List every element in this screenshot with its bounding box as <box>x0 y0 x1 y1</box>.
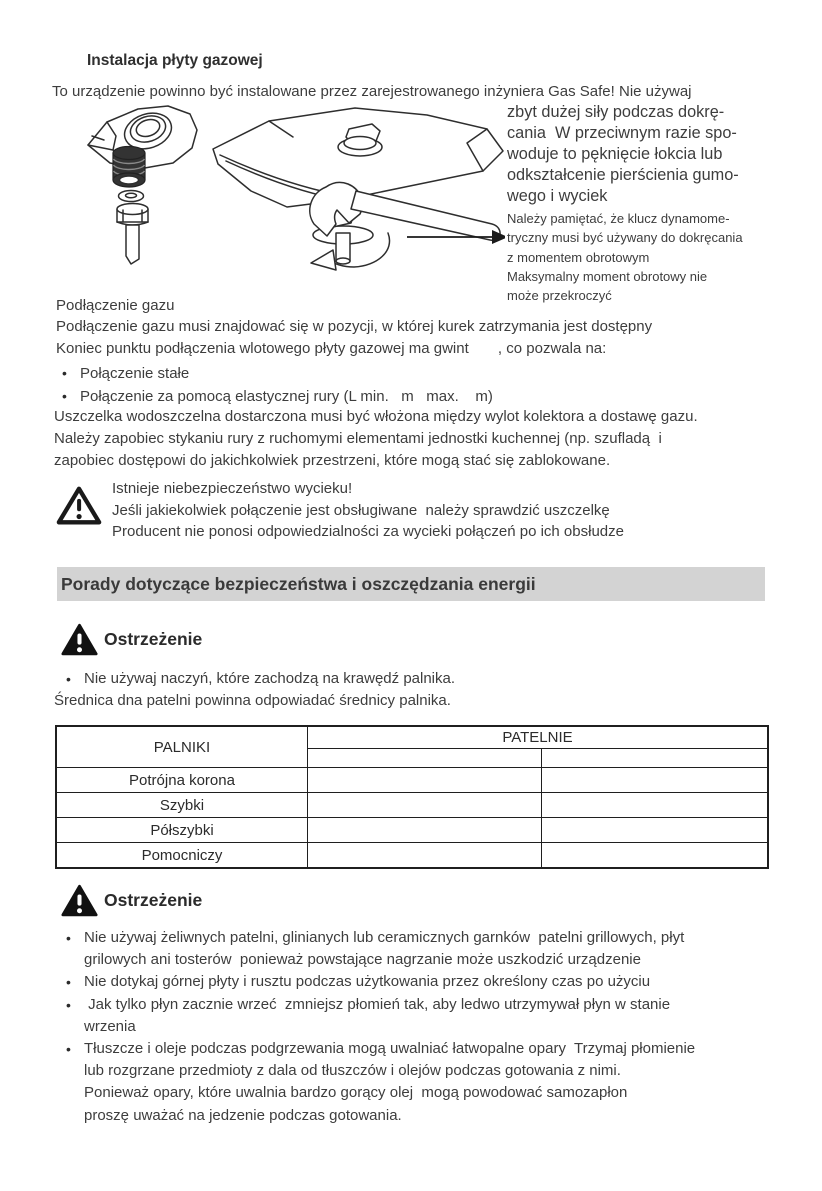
table-cell-empty <box>542 749 769 768</box>
gasket-paragraph: Uszczelka wodoszczelna dostarczona musi być włożona między wylot kolektora a dostawę gazu. Należy zapobiec stykaniu rury z ruchomymi elementami jednostki kuchennej (np. szufladą i zapobiec dostępowi do jakichkolwiek przestrzeni, które mogą stać się zablokowane. <box>54 408 698 469</box>
table-cell-empty <box>308 749 542 768</box>
torque-note-large: zbyt dużej siły podczas dokrę- cania W przeciwnym razie spo- woduje to pęknięcie łokcia lub odkształcenie pierścienia gumo- wego i wyciek <box>507 103 739 205</box>
table-row <box>56 768 768 793</box>
bullet-dot: • <box>62 388 67 404</box>
table-row <box>56 843 768 869</box>
elbow-exploded-drawing <box>88 106 197 264</box>
warning1-note: Średnica dna patelni powinna odpowiadać średnicy palnika. <box>54 692 451 709</box>
table-header-burners: PALNIKI <box>56 726 308 768</box>
warning1-bullet: • Nie używaj naczyń, które zachodzą na krawędź palnika. <box>66 668 455 690</box>
page-title: Instalacja płyty gazowej <box>87 52 263 69</box>
list-item: • Połączenie stałe <box>62 362 493 385</box>
table-cell-empty <box>542 843 769 869</box>
gas-bullet-list <box>62 362 493 408</box>
burners-pans-table <box>55 725 769 869</box>
list-item: • Nie dotykaj górnej płyty i rusztu podczas użytkowania przez określony czas po użyciu <box>66 971 695 993</box>
bullet-dot: • <box>66 996 71 1013</box>
table-cell-empty <box>542 818 769 843</box>
table-cell-empty <box>308 768 542 793</box>
gas-line2: Koniec punktu podłączenia wlotowego płyty gazowej ma gwint , co pozwala na: <box>56 340 607 357</box>
table-header-pans: PATELNIE <box>308 726 769 749</box>
bullet-dot: • <box>66 671 71 687</box>
burner-label: Szybki <box>56 793 308 818</box>
warning-triangle-filled-icon <box>61 623 98 657</box>
table-row <box>56 818 768 843</box>
bullet-dot: • <box>66 930 71 946</box>
bullet-dot: • <box>62 365 67 381</box>
warning2-title: Ostrzeżenie <box>104 890 203 910</box>
warning2-bullet-list <box>66 927 695 1127</box>
bullet-dot: • <box>66 1041 71 1058</box>
table-cell-empty <box>542 768 769 793</box>
burner-label: Półszybki <box>56 818 308 843</box>
warning-triangle-outline-icon <box>56 484 102 528</box>
table-row <box>56 793 768 818</box>
table-cell-empty <box>308 818 542 843</box>
warning1-title: Ostrzeżenie <box>104 629 203 649</box>
list-item: • Połączenie za pomocą elastycznej rury (L min. m max. m) <box>62 385 493 408</box>
section-header: Porady dotyczące bezpieczeństwa i oszczędzania energii <box>57 567 765 601</box>
burner-label: Potrójna korona <box>56 768 308 793</box>
intro-paragraph: To urządzenie powinno być instalowane przez zarejestrowanego inżyniera Gas Safe! Nie używaj <box>52 83 692 100</box>
table-cell-empty <box>308 843 542 869</box>
gas-line1: Podłączenie gazu musi znajdować się w pozycji, w której kurek zatrzymania jest dostępny <box>56 318 653 335</box>
burner-label: Pomocniczy <box>56 843 308 869</box>
gas-fitting-illustration <box>55 103 505 303</box>
list-item: • Nie używaj żeliwnych patelni, glinianych lub ceramicznych garnków patelni grillowych, płyt grilowych ani tosterów ponieważ powstające nagrzanie może uszkodzić urządzenie <box>66 929 685 969</box>
list-item: • Jak tylko płyn zacznie wrzeć zmniejsz płomień tak, aby ledwo utrzymywał płyn w stanie wrzenia <box>66 995 671 1035</box>
table-cell-empty <box>542 793 769 818</box>
table-cell-empty <box>308 793 542 818</box>
gas-heading: Podłączenie gazu <box>56 297 175 314</box>
torque-note-small: Należy pamiętać, że klucz dynamome- tryczny musi być używany do dokręcania z momentem obrotowym Maksymalny moment obrotowy nie może przekroczyć <box>507 211 743 304</box>
rotate-arrow-head <box>311 250 336 270</box>
warning-triangle-filled-icon <box>61 884 98 918</box>
bullet-dot: • <box>66 974 71 991</box>
list-item: • Tłuszcze i oleje podczas podgrzewania mogą uwalniać łatwopalne opary Trzymaj płomienie lub rozgrzane przedmioty z dala od tłuszczów i olejów podczas gotowania z nimi. Ponieważ opary, które uwalnia bardzo gorący olej mogą powodować samozapłon proszę uważać na jedzenie podczas gotowania. <box>66 1040 696 1124</box>
leak-warning-text: Istnieje niebezpieczeństwo wycieku! Jeśli jakiekolwiek połączenie jest obsługiwane należy sprawdzić uszczelkę Producent nie ponosi odpowiedzialności za wycieki połączeń po ich obsłudze <box>112 480 624 541</box>
hob-wrench-drawing <box>213 108 505 270</box>
